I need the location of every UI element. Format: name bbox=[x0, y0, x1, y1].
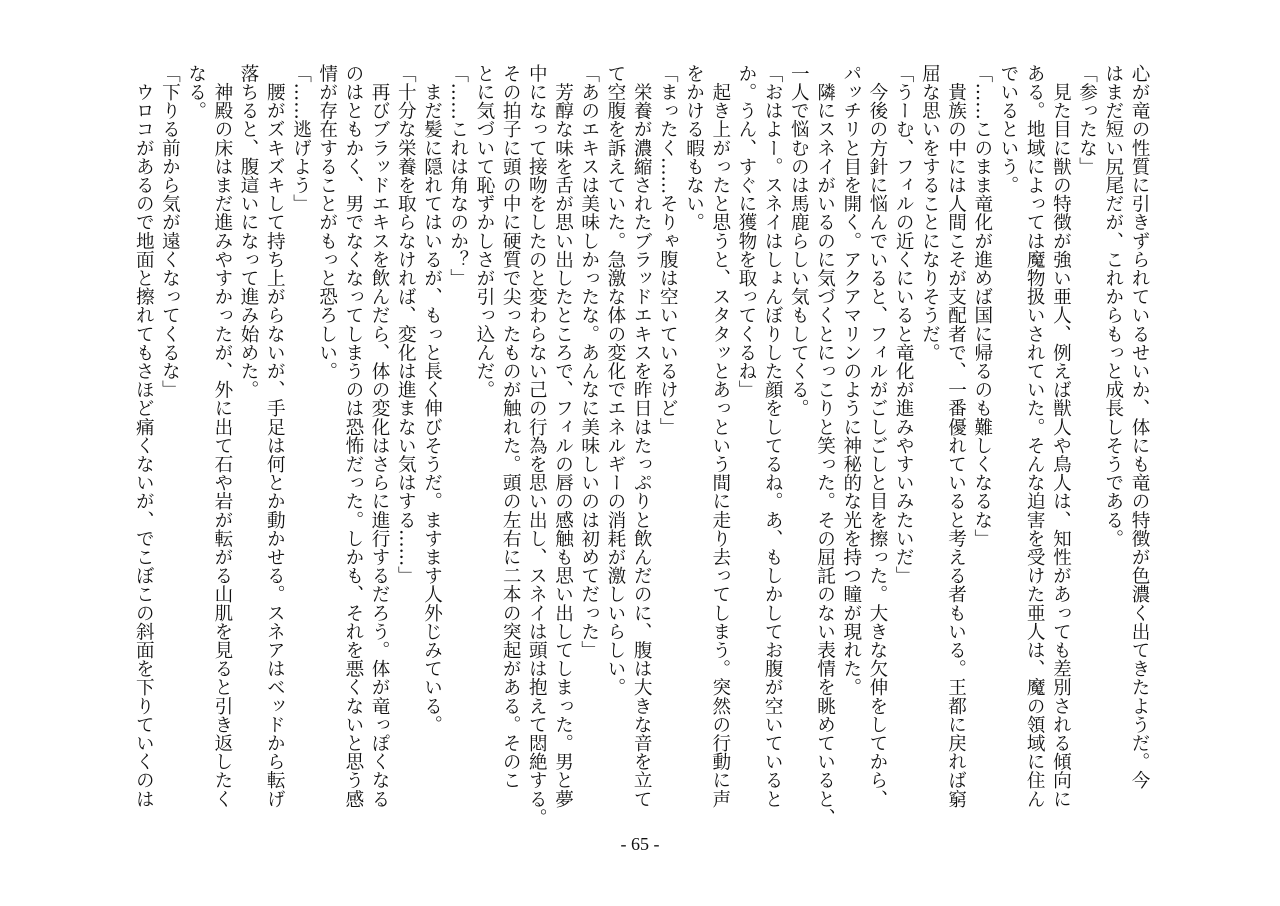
text-column: ある。地域によっては魔物扱いされていた。そんな迫害を受けた亜人は、魔の領域に住ん bbox=[1024, 64, 1046, 808]
text-column: 隣にスネイがいるのに気づくとにっこりと笑った。その屈託のない表情を眺めていると、 bbox=[814, 64, 836, 827]
text-column: 屈な思いをすることになりそうだ。 bbox=[919, 64, 941, 362]
text-column: をかける暇もない。 bbox=[683, 64, 705, 232]
page-number: - 65 - bbox=[620, 834, 660, 854]
text-column: 栄養が濃縮されたブラッドエキスを昨日はたっぷりと飲んだのに、腹は大きな音を立て bbox=[631, 64, 653, 808]
text-column: 「下りる前から気が遠くなってくるな」 bbox=[159, 64, 181, 399]
text-column: 「おはよー。スネイはしょんぼりした顔をしてるね。あ、もしかしてお腹が空いていると bbox=[762, 64, 784, 808]
text-column: なる。 bbox=[185, 64, 207, 120]
text-column: 起き上がったと思うと、スタタッとあっという間に走り去ってしまう。突然の行動に声 bbox=[709, 64, 731, 808]
text-column: 「……このまま竜化が進めば国に帰るのも難しくなるな」 bbox=[971, 64, 993, 548]
text-column: 一人で悩むのは馬鹿らしい気もしてくる。 bbox=[788, 64, 810, 418]
text-column: か。うん、すぐに獲物を取ってくるね」 bbox=[735, 64, 757, 399]
text-column: でいるという。 bbox=[997, 64, 1019, 195]
text-column: 神殿の床はまだ進みやすかったが、外に出て石や岩が転がる山肌を見ると引き返したく bbox=[211, 64, 233, 808]
text-column: 貴族の中には人間こそが支配者で、一番優れていると考える者もいる。王都に戻れば窮 bbox=[945, 64, 967, 808]
text-column: はまだ短い尻尾だが、これからもっと成長しそうである。 bbox=[1102, 64, 1124, 548]
text-column: て空腹を訴えていた。急激な体の変化でエネルギーの消耗が激しいらしい。 bbox=[604, 64, 626, 697]
text-column: 「……これは角なのか？」 bbox=[447, 64, 469, 288]
text-column: 「参ったな」 bbox=[1076, 64, 1098, 176]
vertical-text-body bbox=[130, 64, 1152, 827]
text-column: 見た目に獣の特徴が強い亜人、例えば獣人や鳥人は、知性があっても差別される傾向に bbox=[1050, 64, 1072, 808]
text-column: のはともかく、男でなくなってしまうのは恐怖だった。しかも、それを悪くないと思う感 bbox=[342, 64, 364, 808]
text-column: 中になって接吻をしたのと変わらない己の行為を思い出し、スネイは頭は抱えて悶絶する。 bbox=[526, 64, 548, 827]
text-column: 「あのエキスは美味しかったな。あんなに美味しいのは初めてだった」 bbox=[578, 64, 600, 660]
text-column: 再びブラッドエキスを飲んだら、体の変化はさらに進行するだろう。体が竜っぽくなる bbox=[369, 64, 391, 808]
text-column: 心が竜の性質に引きずられているせいか、体にも竜の特徴が色濃く出てきたようだ。今 bbox=[1129, 64, 1150, 790]
text-column: パッチリと目を開く。アクアマリンのように神秘的な光を持つ瞳が現れた。 bbox=[840, 64, 862, 697]
text-column: その拍子に頭の中に硬質で尖ったものが触れた。頭の左右に二本の突起がある。そのこ bbox=[500, 64, 522, 790]
text-column: 「……逃げよう」 bbox=[290, 64, 312, 213]
text-column: 「十分な栄養を取らなければ、変化は進まない気はする……」 bbox=[395, 64, 417, 585]
text-column: とに気づいて恥ずかしさが引っ込んだ。 bbox=[473, 64, 495, 399]
text-column: 芳醇な味を舌が思い出したところで、フィルの唇の感触も思い出してしまった。男と夢 bbox=[552, 64, 574, 808]
text-column: ウロコがあるので地面と擦れてもさほど痛くないが、でこぼこの斜面を下りていくのは bbox=[133, 64, 155, 808]
text-column: 腰がズキズキして持ち上がらないが、手足は何とか動かせる。スネアはベッドから転げ bbox=[264, 64, 286, 808]
text-column: 「うーむ、フィルの近くにいると竜化が進みやすいみたいだ」 bbox=[893, 64, 915, 585]
text-column: 落ちると、腹這いになって進み始めた。 bbox=[238, 64, 260, 399]
text-column: まだ髪に隠れてはいるが、もっと長く伸びそうだ。ますます人外じみている。 bbox=[421, 64, 443, 734]
text-column: 今後の方針に悩んでいると、フィルがごしごしと目を擦った。大きな欠伸をしてから、 bbox=[866, 64, 888, 808]
text-column: 情が存在することがもっと恐ろしい。 bbox=[316, 64, 338, 381]
text-column: 「まったく……そりゃ腹は空いているけど」 bbox=[657, 64, 679, 436]
